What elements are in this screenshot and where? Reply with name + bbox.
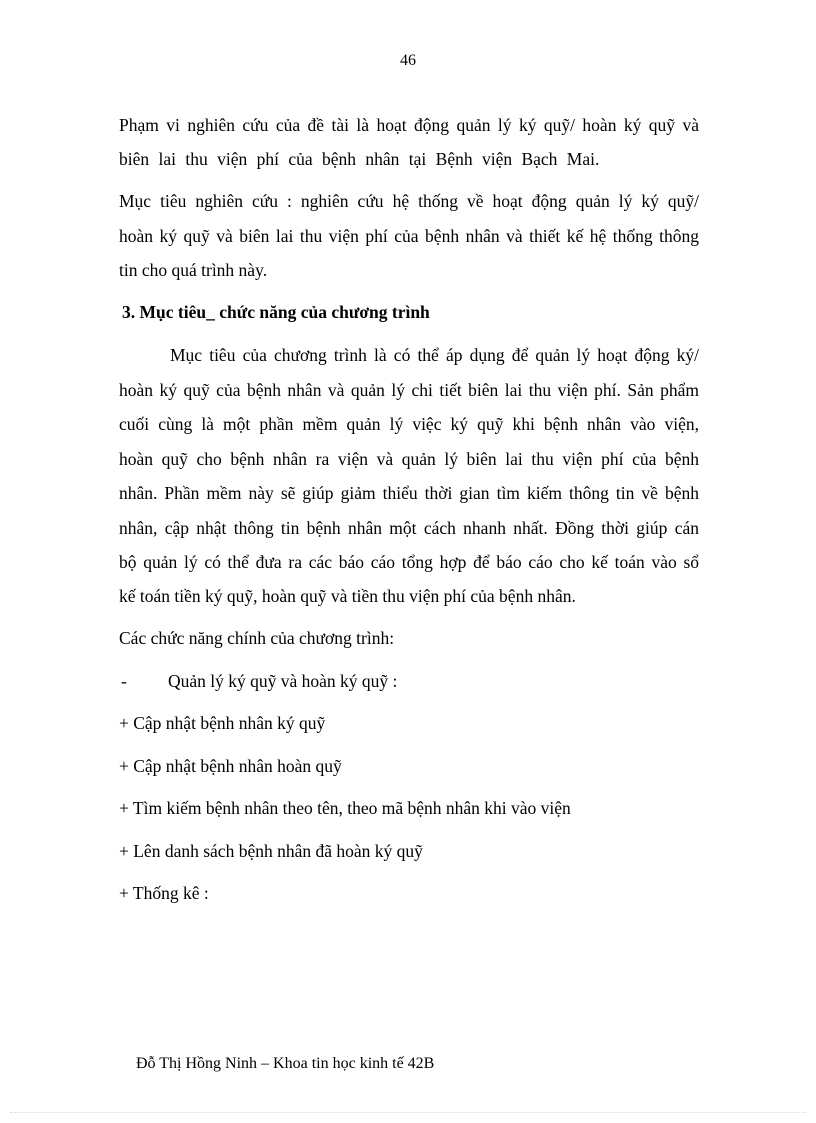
paragraph-line: hoàn quỹ cho bệnh nhân ra viện và quản lý biên lai thu viện phí của bệnh (119, 449, 699, 469)
page-bottom-border (10, 1112, 806, 1113)
paragraph-line: cuối cùng là một phần mềm quản lý việc ký quỹ khi bệnh nhân vào viện, (119, 414, 699, 434)
function-group-label: Quản lý ký quỹ và hoàn ký quỹ : (168, 671, 398, 691)
paragraph-line: nhân. Phần mềm này sẽ giúp giảm thiểu thời gian tìm kiếm thông tin về bệnh (119, 483, 699, 503)
page-number: 46 (400, 52, 416, 69)
objective-line-3: tin cho quá trình này. (119, 260, 268, 280)
paragraph-line: hoàn ký quỹ của bệnh nhân và quản lý chi tiết biên lai thu viện phí. Sản phẩm (119, 380, 699, 400)
function-item: + Tìm kiếm bệnh nhân theo tên, theo mã bệnh nhân khi vào viện (119, 798, 571, 818)
paragraph-line: bộ quản lý có thể đưa ra các báo cáo tổng hợp để báo cáo cho kế toán vào sổ (119, 552, 699, 572)
function-item: + Cập nhật bệnh nhân hoàn quỹ (119, 756, 342, 776)
objective-line-1: Mục tiêu nghiên cứu : nghiên cứu hệ thống về hoạt động quản lý ký quỹ/ (119, 191, 699, 211)
function-item: + Lên danh sách bệnh nhân đã hoàn ký quỹ (119, 841, 423, 861)
section-heading: 3. Mục tiêu_ chức năng của chương trình (122, 302, 430, 322)
paragraph-line: Mục tiêu của chương trình là có thể áp dụng để quản lý hoạt động ký/ (170, 345, 699, 365)
page-footer: Đỗ Thị Hồng Ninh – Khoa tin học kinh tế 42B (136, 1055, 435, 1072)
paragraph-line: nhân, cập nhật thông tin bệnh nhân một cách nhanh nhất. Đồng thời giúp cán (119, 518, 699, 538)
dash-bullet: - (121, 671, 127, 691)
scope-line-1: Phạm vi nghiên cứu của đề tài là hoạt động quản lý ký quỹ/ hoàn ký quỹ và (119, 115, 699, 135)
paragraph-line: kế toán tiền ký quỹ, hoàn quỹ và tiền thu viện phí của bệnh nhân. (119, 586, 576, 606)
function-item: + Cập nhật bệnh nhân ký quỹ (119, 713, 326, 733)
objective-line-2: hoàn ký quỹ và biên lai thu viện phí của bệnh nhân và thiết kế hệ thống thông (119, 226, 699, 246)
functions-intro: Các chức năng chính của chương trình: (119, 628, 395, 648)
scope-line-2: biên lai thu viện phí của bệnh nhân tại Bệnh viện Bạch Mai. (119, 149, 600, 169)
function-item: + Thống kê : (119, 883, 209, 903)
